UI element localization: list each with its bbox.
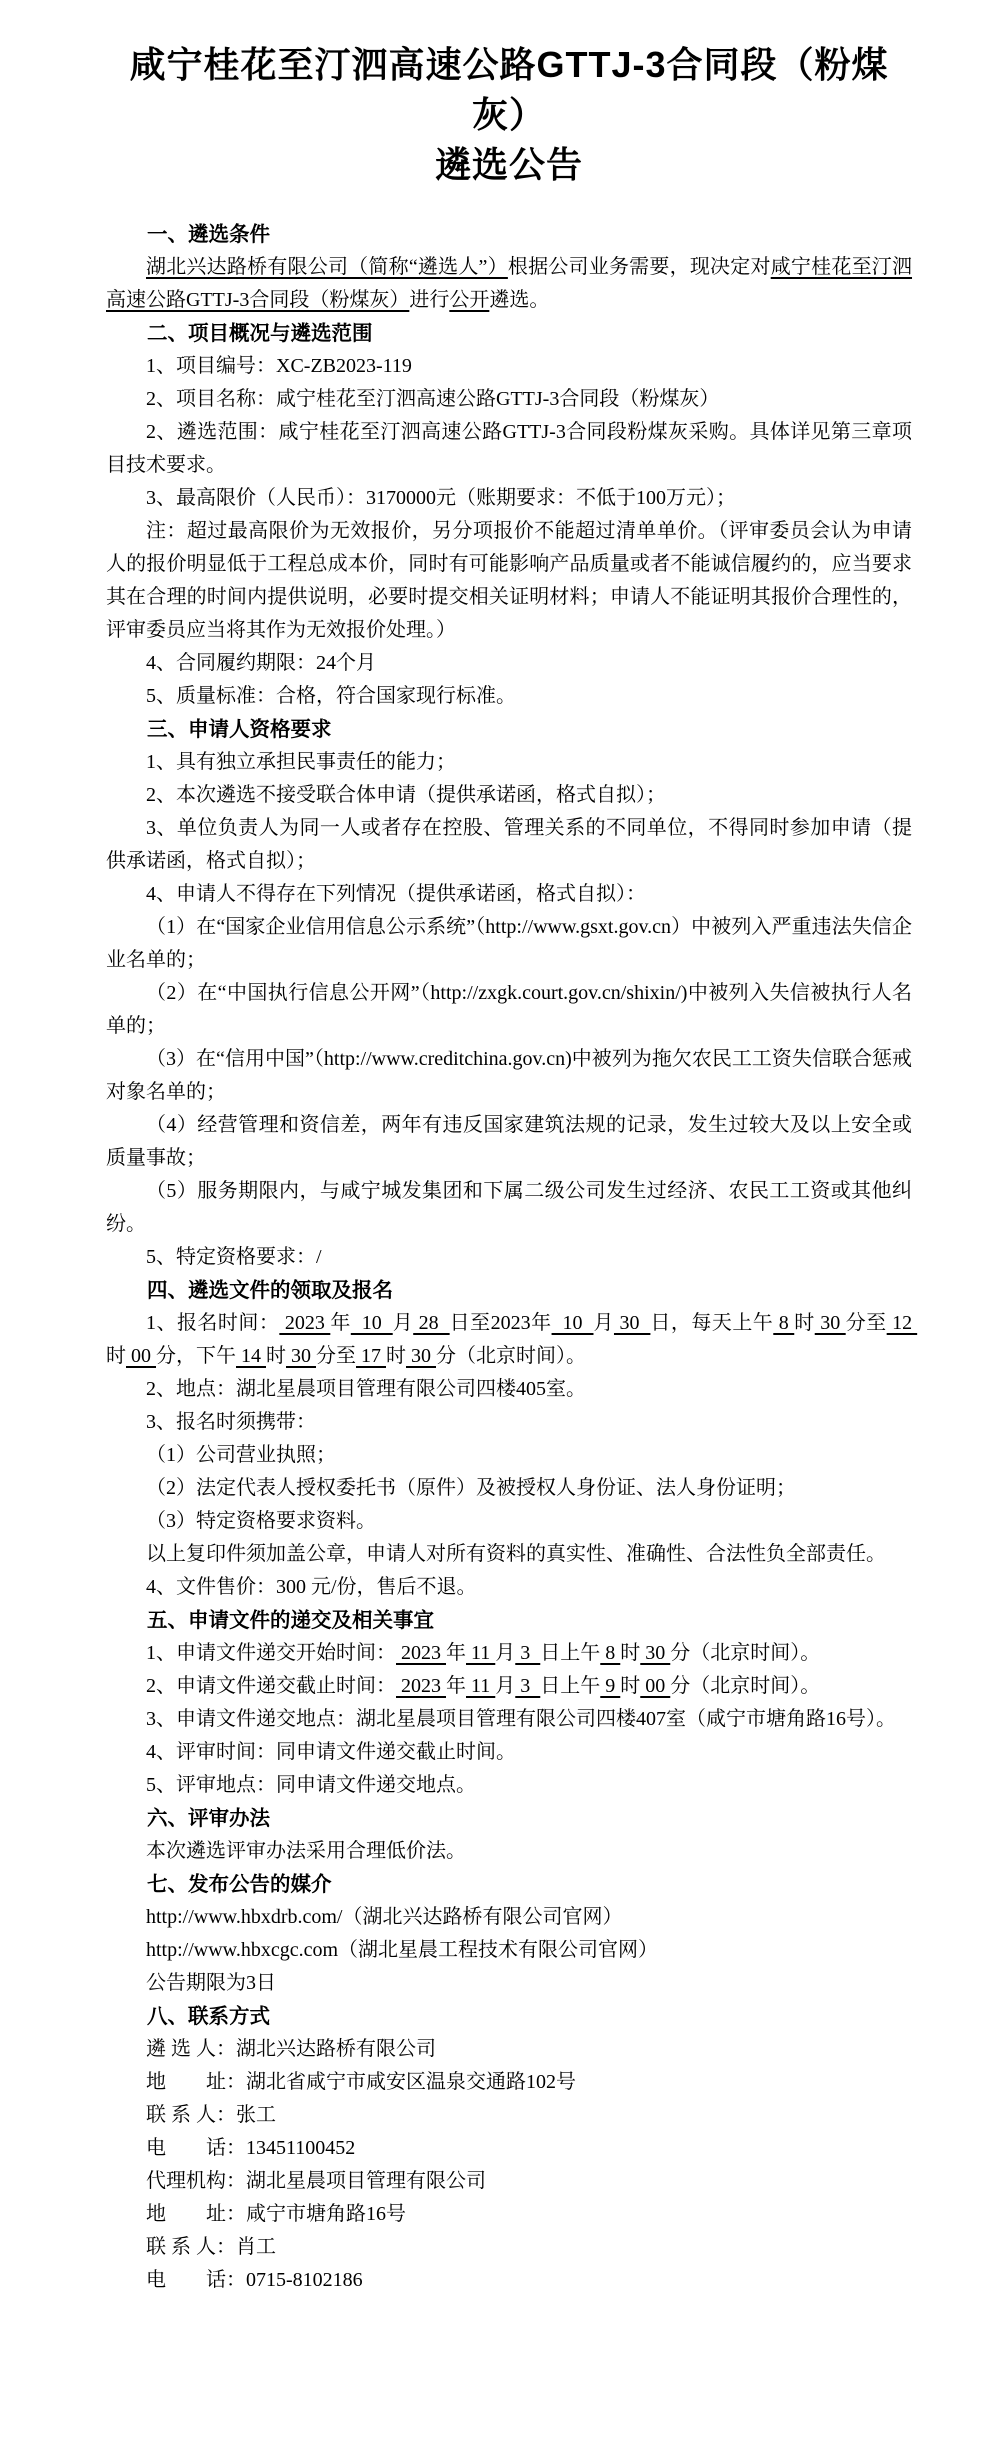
paragraph [106,383,912,416]
paragraph [106,911,912,977]
text-run: 年 [446,1675,466,1697]
text-run: 时 [794,1312,815,1334]
text-run: 月 [495,1675,516,1697]
text-run: 分（北京时间）。 [670,1642,821,1664]
text-run: 4、评审时间：同申请文件递交截止时间。 [146,1741,516,1763]
paragraph [106,2165,912,2198]
section-heading: 二、项目概况与遴选范围 [147,322,373,345]
text-run: 1、申请文件递交开始时间： [146,1642,396,1664]
paragraph [106,2231,912,2264]
section-heading: 七、发布公告的媒介 [147,1873,332,1896]
paragraph [106,350,912,383]
paragraph [106,1241,912,1274]
paragraph [106,515,912,647]
underlined-text: 17 [356,1345,386,1367]
section-heading: 三、申请人资格要求 [147,718,332,741]
text-run: 分至 [845,1312,887,1334]
sections [106,218,918,2297]
section-heading: 一、遴选条件 [147,223,270,246]
underlined-text: 14 [236,1345,266,1367]
text-run: （2）法定代表人授权委托书（原件）及被授权人身份证、法人身份证明； [146,1477,796,1499]
paragraph [106,2132,912,2165]
text-run: （1）公司营业执照； [146,1444,336,1466]
underlined-text: 3 [515,1642,541,1664]
text-run: 月 [593,1312,614,1334]
paragraph [106,1439,912,1472]
text-run: （5）服务期限内，与咸宁城发集团和下属二级公司发生过经济、农民工工资或其他纠纷。 [106,1180,912,1235]
paragraph [106,1472,912,1505]
text-run: 地 址：咸宁市塘角路16号 [146,2203,406,2225]
paragraph [106,1307,918,1373]
underlined-text: 30 [814,1312,846,1334]
text-run: 分，下午 [156,1345,236,1367]
paragraph [106,1967,912,2000]
text-run: 2、遴选范围：咸宁桂花至汀泗高速公路GTTJ-3合同段粉煤灰采购。具体详见第三章项目技术要求。 [106,421,912,476]
underlined-text: 咸宁桂花至汀泗高速公路GTTJ-3合同段（粉煤灰） [106,256,913,311]
title-line-1: 咸宁桂花至汀泗高速公路GTTJ-3合同段（粉煤灰） [129,44,889,135]
text-run: 5、质量标准：合格，符合国家现行标准。 [146,685,516,707]
text-run: 日上午 [540,1642,601,1664]
underlined-text: 2023 [396,1675,446,1697]
text-run: 2、申请文件递交截止时间： [146,1675,396,1697]
underlined-text: 30 [613,1312,651,1334]
text-run: （3）在“信用中国”（http://www.creditchina.gov.cn)中被列为拖欠农民工工资失信联合惩戒对象名单的； [106,1048,912,1103]
text-run: 5、评审地点：同申请文件递交地点。 [146,1774,476,1796]
text-run: 时 [106,1345,126,1367]
text-run: 进行 [409,289,450,311]
text-run: 联 系 人：张工 [146,2104,276,2126]
text-run: 4、文件售价：300 元/份，售后不退。 [146,1576,477,1598]
text-run: http://www.hbxcgc.com（湖北星晨工程技术有限公司官网） [146,1939,659,1961]
underlined-text: 3 [515,1675,541,1697]
paragraph [106,1406,912,1439]
paragraph [106,1637,912,1670]
underlined-text: 湖北兴达路桥有限公司（简称“遴选人”） [146,256,508,278]
paragraph [106,680,912,713]
paragraph [106,2066,912,2099]
paragraph [106,1901,912,1934]
paragraph [106,1703,912,1736]
paragraph [106,2198,912,2231]
text-run: http://www.hbxdrb.com/（湖北兴达路桥有限公司官网） [146,1906,623,1928]
underlined-text: 12 [886,1312,918,1334]
underlined-text: 2023 [396,1642,446,1664]
text-run: 电 话：13451100452 [146,2137,356,2159]
text-run: 4、申请人不得存在下列情况（提供承诺函，格式自拟）： [146,883,646,905]
underlined-text: 28 [413,1312,450,1334]
text-run: 电 话：0715-8102186 [146,2269,363,2291]
paragraph [106,2099,912,2132]
underlined-text: 30 [286,1345,316,1367]
paragraph [106,1175,912,1241]
underlined-text: 10 [350,1312,393,1334]
text-run: 遴选。 [489,289,550,311]
paragraph [106,1934,912,1967]
paragraph [106,1571,912,1604]
paragraph [106,2264,912,2297]
title-line-2: 遴选公告 [434,144,583,185]
text-run: 1、具有独立承担民事责任的能力； [146,751,456,773]
text-run: 2、本次遴选不接受联合体申请（提供承诺函，格式自拟）； [146,784,666,806]
paragraph [106,2033,912,2066]
paragraph [106,779,912,812]
text-run: 年 [446,1642,466,1664]
paragraph [106,1043,912,1109]
text-run: 分（北京时间）。 [670,1675,821,1697]
section-heading: 四、遴选文件的领取及报名 [147,1279,393,1302]
text-run: 日上午 [540,1675,601,1697]
text-run: 3、最高限价（人民币）：3170000元（账期要求：不低于100万元）； [146,487,736,509]
text-run: 公告期限为3日 [146,1972,276,1994]
paragraph [106,482,912,515]
paragraph [106,1373,912,1406]
paragraph [106,1670,912,1703]
text-run: 2、项目名称：咸宁桂花至汀泗高速公路GTTJ-3合同段（粉煤灰） [146,388,720,410]
underlined-text: 2023 [279,1312,331,1334]
paragraph [106,1769,912,1802]
underlined-text: 公开 [449,289,490,311]
underlined-text: 30 [406,1345,436,1367]
paragraph [106,1505,912,1538]
text-run: 3、单位负责人为同一人或者存在控股、管理关系的不同单位，不得同时参加申请（提供承诺函，格式自拟）； [106,817,912,872]
text-run: 5、特定资格要求：/ [146,1246,322,1268]
text-run: 时 [266,1345,286,1367]
text-run: 根据公司业务需要，现决定对 [507,256,771,278]
paragraph [106,1835,912,1868]
paragraph [106,878,912,911]
underlined-text: 30 [640,1642,671,1664]
underlined-text: 00 [640,1675,671,1697]
text-run: 1、报名时间： [146,1312,280,1334]
paragraph [106,1736,912,1769]
underlined-text: 9 [600,1675,621,1697]
paragraph [106,746,912,779]
paragraph [106,1538,912,1571]
paragraph [106,647,912,680]
text-run: 日至2023年 [449,1312,552,1334]
underlined-text: 10 [551,1312,594,1334]
underlined-text: 8 [773,1312,795,1334]
text-run: 分至 [316,1345,356,1367]
text-run: 时 [620,1642,641,1664]
text-run: （2）在“中国执行信息公开网”（http://zxgk.court.gov.cn/shixin/)中被列入失信被执行人名单的； [106,982,912,1037]
text-run: （3）特定资格要求资料。 [146,1510,376,1532]
text-run: 1、项目编号：XC-ZB2023-119 [146,355,412,377]
text-run: 月 [392,1312,414,1334]
paragraph [106,251,912,317]
text-run: （4）经营管理和资信差，两年有违反国家建筑法规的记录，发生过较大及以上安全或质量事故； [106,1114,912,1169]
section-heading: 五、申请文件的递交及相关事宜 [147,1609,434,1632]
text-run: 地 址：湖北省咸宁市咸安区温泉交通路102号 [146,2071,576,2093]
underlined-text: 8 [600,1642,621,1664]
text-run: 日，每天上午 [650,1312,774,1334]
paragraph [106,416,912,482]
paragraph [106,1109,912,1175]
text-run: 分（北京时间）。 [436,1345,586,1367]
text-run: 3、申请文件递交地点：湖北星晨项目管理有限公司四楼407室（咸宁市塘角路16号）。 [146,1708,896,1730]
text-run: 2、地点：湖北星晨项目管理有限公司四楼405室。 [146,1378,586,1400]
text-run: 月 [495,1642,516,1664]
text-run: 代理机构：湖北星晨项目管理有限公司 [146,2170,486,2192]
underlined-text: 11 [466,1675,496,1697]
text-run: 注：超过最高限价为无效报价，另分项报价不能超过清单单价。（评审委员会认为申请人的报价明显低于工程总成本价，同时有可能影响产品质量或者不能诚信履约的，应当要求其在合理的时间内提供说明，必要时提交相关证明材料；申请人不能证明其报价合理性的，评审委员应当将其作为无效报价处理。） [106,520,912,641]
text-run: （1）在“国家企业信用信息公示系统”（http://www.gsxt.gov.cn）中被列入严重违法失信企业名单的； [106,916,912,971]
text-run: 时 [386,1345,406,1367]
underlined-text: 11 [466,1642,496,1664]
section-heading: 六、评审办法 [147,1807,270,1830]
text-run: 遴 选 人：湖北兴达路桥有限公司 [146,2038,436,2060]
text-run: 3、报名时须携带： [146,1411,316,1433]
text-run: 本次遴选评审办法采用合理低价法。 [146,1840,466,1862]
paragraph [106,977,912,1043]
section-heading: 八、联系方式 [147,2005,270,2028]
page-title [106,40,912,190]
paragraph [106,812,912,878]
text-run: 年 [330,1312,351,1334]
text-run: 时 [620,1675,641,1697]
underlined-text: 00 [126,1345,156,1367]
text-run: 4、合同履约期限：24个月 [146,652,376,674]
text-run: 以上复印件须加盖公章，申请人对所有资料的真实性、准确性、合法性负全部责任。 [146,1543,886,1565]
text-run: 联 系 人：肖工 [146,2236,276,2258]
